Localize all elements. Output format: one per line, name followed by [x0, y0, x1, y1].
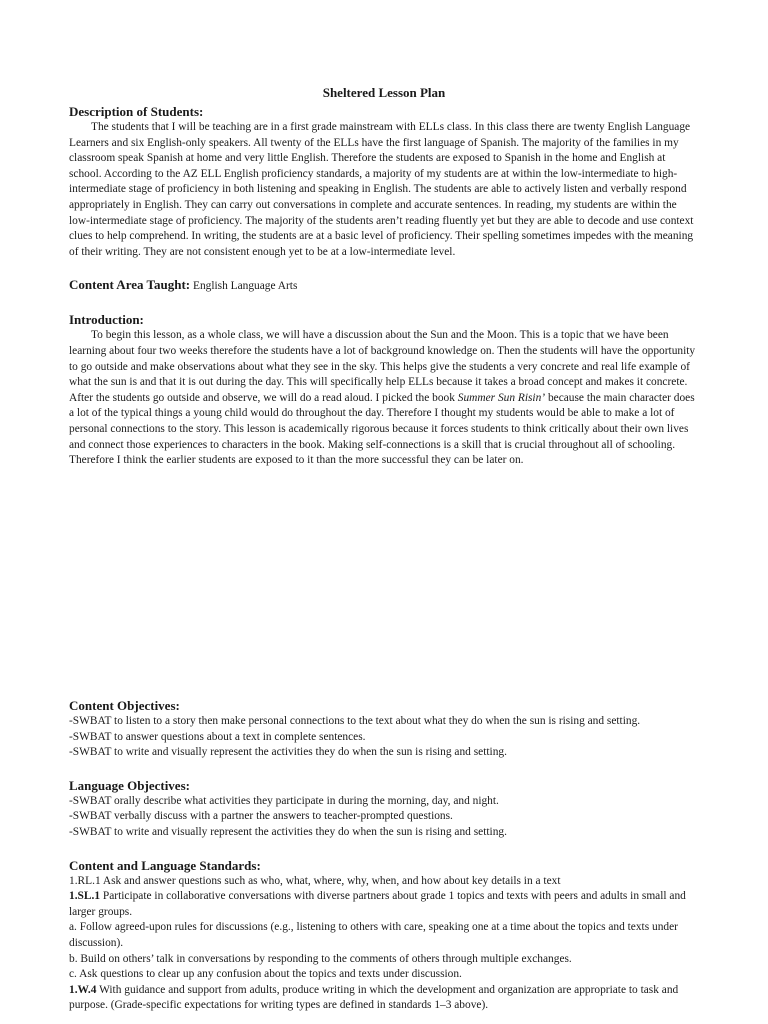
document-title: Sheltered Lesson Plan: [322, 85, 446, 100]
spacer: [69, 260, 699, 276]
introduction-text: [69, 328, 699, 468]
standard-sl1-c: c. Ask questions to clear up any confusion about the topics and texts under discussion.: [69, 968, 462, 981]
spacer: [69, 761, 701, 777]
lesson-plan-page: [69, 84, 699, 469]
content-objective-item: -SWBAT to write and visually represent the activities they do when the sun is rising and setting.: [69, 746, 507, 759]
standards-heading: Content and Language Standards:: [69, 857, 261, 873]
content-area-heading: Content Area Taught:: [69, 277, 191, 293]
introduction-text-after: because the main character does a lot of the typical things a young child would do throughout the day. Therefore I thought my students would be able to make a lot of personal connections to the story. This lesson is academically rigorous because it forces students to think critically about their own lives and connect those experiences to characters in the book. Making self-connections is a skill that is crucial throughout all of schooling. Therefore I think the earlier students are exposed to it than the more successful they can be later on.: [69, 391, 695, 467]
content-area-row: [69, 276, 699, 295]
standard-sl1-code: 1.SL.1: [69, 890, 101, 903]
standard-w4-text: With guidance and support from adults, produce writing in which the development and organization are appropriate to task and purpose. (Grade-specific expectations for writing types are defined in standards 1–3 above).: [69, 983, 679, 1012]
content-area-value: English Language Arts: [192, 280, 298, 293]
objectives-section: [69, 697, 701, 1014]
standard-sl1-a: a. Follow agreed-upon rules for discussions (e.g., listening to others with care, speaking one at a time about the topics and texts under discussion).: [69, 921, 678, 949]
standard-w4-code: 1.W.4: [69, 983, 97, 996]
standard-sl1-text: Participate in collaborative conversations with diverse partners about grade 1 topics and texts with peers and adults in small and larger groups.: [69, 890, 686, 918]
standard-w4: [69, 983, 701, 1014]
description-text: The students that I will be teaching are in a first grade mainstream with ELLs class. In this class there are twenty English Language Learners and six English-only speakers. All twenty of the ELLs have the first language of Spanish. The majority of the families in my classroom speak Spanish at home and very little English. Therefore the students are exposed to Spanish in the home and English at school. According to the AZ ELL English proficiency standards, a majority of my students are at within the low-intermediate to high-intermediate stage of proficiency in both listening and speaking in English. The students are able to actively listen and verbally respond appropriately in English. They can carry out conversations in complete and accurate sentences. In reading, my students are within the low-intermediate stage of proficiency. The majority of the students aren’t reading fluently yet but they are able to decode and use context clues to help comprehend. In writing, the students are at a basic level of proficiency. Their spelling sometimes impedes with the meaning of their writing. They are not consistent enough yet to be at a low-intermediate level.: [69, 121, 694, 258]
language-objective-item: -SWBAT to write and visually represent the activities they do when the sun is rising and setting.: [69, 825, 507, 838]
spacer: [69, 841, 701, 857]
language-objectives-heading: Language Objectives:: [69, 777, 190, 793]
standard-rl1: 1.RL.1 Ask and answer questions such as who, what, where, why, when, and how about key details in a text: [69, 874, 561, 887]
language-objective-item: -SWBAT verbally discuss with a partner the answers to teacher-prompted questions.: [69, 810, 453, 823]
content-objective-item: -SWBAT to answer questions about a text in complete sentences.: [69, 730, 366, 743]
standard-sl1-b: b. Build on others’ talk in conversations by responding to the comments of others through multiple exchanges.: [69, 952, 572, 965]
introduction-heading: Introduction:: [69, 312, 144, 328]
language-objective-item: -SWBAT orally describe what activities they participate in during the morning, day, and night.: [69, 794, 499, 807]
introduction-text-before: To begin this lesson, as a whole class, we will have a discussion about the Sun and the Moon. This is a topic that we have been learning about four two weeks therefore the students have a lot of background knowledge on. Then the students will have the opportunity to go outside and make observations about what they see in the sky. This helps give the students a very concrete and real life example of what the sun is and that it is out during the day. This will specifically help ELLs because it takes a broad concept and makes it concrete. After the students go outside and observe, we will do a read aloud. I picked the book: [69, 329, 696, 404]
spacer: [69, 295, 699, 311]
content-objective-item: -SWBAT to listen to a story then make personal connections to the text about what they do when the sun is rising and setting.: [69, 715, 641, 727]
standard-sl1: [69, 889, 701, 920]
book-title: Summer Sun Risin’: [457, 391, 546, 404]
content-objectives-heading: Content Objectives:: [69, 698, 180, 713]
description-heading: Description of Students:: [69, 104, 204, 119]
